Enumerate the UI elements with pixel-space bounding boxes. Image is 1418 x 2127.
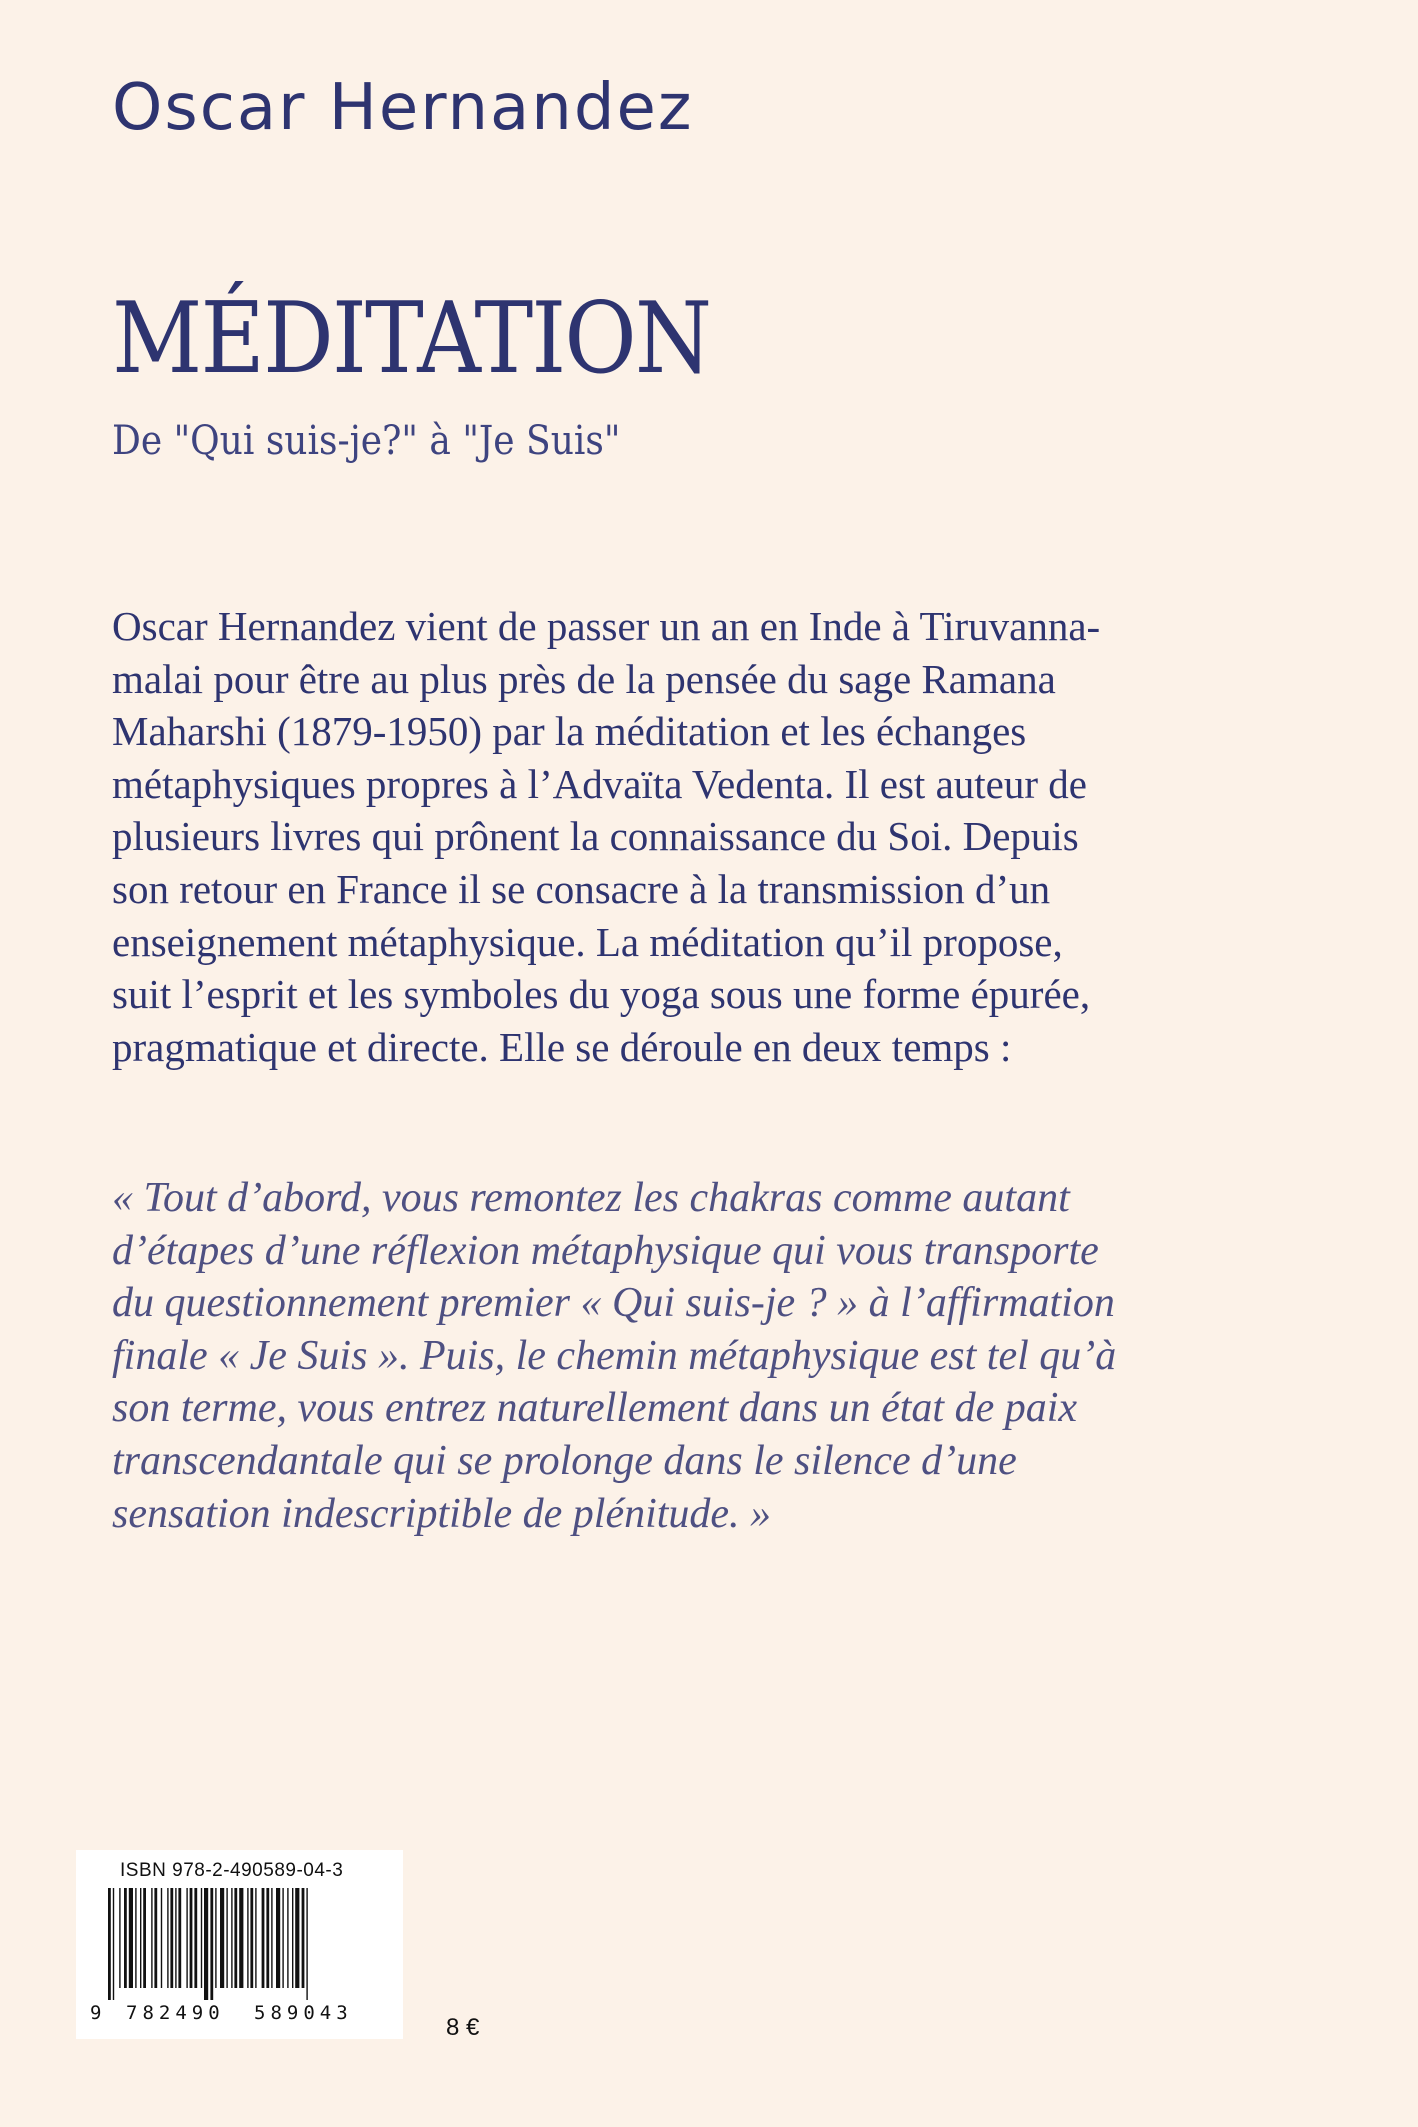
quote-line: « Tout d’abord, vous remontez les chakras comme autant bbox=[112, 1175, 1070, 1221]
quote-line: finale « Je Suis ». Puis, le chemin métaphysique est tel qu’à bbox=[112, 1332, 1117, 1379]
book-subtitle: De "Qui suis-je?" à "Je Suis" bbox=[112, 418, 621, 464]
blurb-line: suit l’esprit et les symboles du yoga sous une forme épurée, bbox=[112, 971, 1091, 1018]
blurb-line: plusieurs livres qui prônent la connaissance du Soi. Depuis bbox=[112, 813, 1079, 860]
quote-line: d’étapes d’une réflexion métaphysique qui vous transporte bbox=[112, 1227, 1099, 1274]
blurb-line: Maharshi (1879-1950) par la méditation et les échanges bbox=[112, 708, 1027, 755]
quote-line: son terme, vous entrez naturellement dans un état de paix bbox=[112, 1385, 1078, 1432]
blurb-line: métaphysiques propres à l’Advaïta Vedenta. Il est auteur de bbox=[112, 760, 1087, 807]
isbn-barcode bbox=[76, 1850, 403, 2039]
ean-right-digits: 589043 bbox=[254, 2002, 353, 2024]
author-name: Oscar Hernandez bbox=[112, 71, 694, 145]
ean-left-digits: 782490 bbox=[126, 2002, 225, 2024]
price-label: 8 € bbox=[446, 2014, 480, 2041]
quote-line: transcendantale qui se prolonge dans le silence d’une bbox=[112, 1437, 1017, 1484]
blurb-line: malai pour être au plus près de la pensée du sage Ramana bbox=[112, 655, 1056, 702]
isbn-label: ISBN 978-2-490589-04-3 bbox=[120, 1860, 344, 1881]
quote-line: du questionnement premier « Qui suis-je ? » à l’affirmation bbox=[112, 1280, 1115, 1327]
book-title: MÉDITATION bbox=[112, 282, 711, 396]
blurb-line: son retour en France il se consacre à la transmission d’un bbox=[112, 865, 1051, 912]
blurb-line: enseignement métaphysique. La méditation qu’il propose, bbox=[112, 918, 1063, 965]
ean-first-digit: 9 bbox=[90, 2002, 102, 2024]
quote-paragraph bbox=[112, 1172, 1312, 1540]
blurb-line: Oscar Hernandez vient de passer un an en Inde à Tiruvanna- bbox=[112, 603, 1101, 649]
blurb-paragraph bbox=[112, 600, 1312, 1073]
quote-line: sensation indescriptible de plénitude. » bbox=[112, 1490, 772, 1537]
barcode-bars bbox=[108, 1888, 376, 2000]
blurb-line: pragmatique et directe. Elle se déroule en deux temps : bbox=[112, 1023, 1012, 1070]
